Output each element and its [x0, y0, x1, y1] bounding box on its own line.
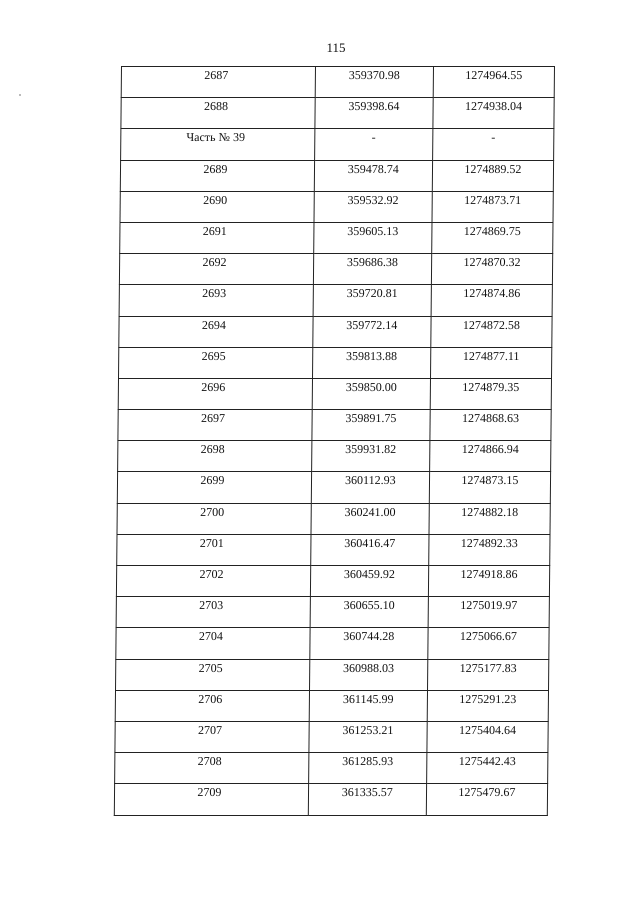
y-coordinate-cell: [429, 534, 550, 565]
x-coordinate-text: 361335.57: [341, 785, 393, 800]
point-number-text: 2687: [204, 68, 229, 82]
point-number-text: 2701: [199, 535, 224, 550]
table-row: [119, 285, 552, 316]
x-coordinate-text: 360241.00: [344, 504, 396, 519]
coordinates-table-body: [114, 67, 554, 816]
point-number-cell: [117, 534, 311, 565]
x-coordinate-cell: [311, 503, 429, 534]
table-row: [117, 472, 550, 503]
table-row: [117, 503, 550, 534]
x-coordinate-cell: [313, 254, 431, 285]
y-coordinate-cell: [430, 347, 551, 378]
point-number-cell: [116, 628, 310, 659]
y-coordinate-cell: [427, 721, 548, 752]
table-row: [115, 721, 548, 752]
table-row: [121, 67, 554, 98]
y-coordinate-text: 1274868.63: [461, 411, 520, 426]
y-coordinate-cell: [428, 566, 549, 597]
y-coordinate-cell: [432, 160, 553, 191]
x-coordinate-text: -: [371, 130, 376, 145]
y-coordinate-text: 1275019.97: [460, 598, 518, 613]
table-row: [116, 597, 549, 628]
y-coordinate-text: 1274882.18: [461, 504, 519, 519]
x-coordinate-cell: [313, 316, 431, 347]
x-coordinate-text: 359398.64: [348, 99, 400, 114]
table-row: [115, 690, 548, 721]
y-coordinate-text: 1274866.94: [461, 442, 519, 457]
y-coordinate-text: 1274874.86: [463, 286, 521, 301]
y-coordinate-text: 1274872.58: [462, 317, 521, 332]
y-coordinate-text: 1275066.67: [459, 629, 518, 644]
point-number-text: 2706: [198, 691, 223, 706]
point-number-text: 2697: [200, 411, 226, 426]
y-coordinate-text: 1274869.75: [463, 223, 521, 238]
y-coordinate-cell: [429, 441, 550, 472]
x-coordinate-text: 359370.98: [348, 68, 400, 82]
y-coordinate-text: 1275404.64: [458, 722, 517, 737]
y-coordinate-cell: [432, 222, 553, 253]
y-coordinate-text: 1274877.11: [462, 348, 520, 363]
x-coordinate-text: 360459.92: [343, 567, 396, 581]
y-coordinate-cell: [432, 129, 553, 160]
point-number-cell: [121, 98, 315, 129]
page-number: 115: [326, 40, 346, 55]
table-row: [119, 316, 552, 347]
point-number-text: 2694: [201, 317, 226, 332]
table-row: [116, 659, 549, 690]
x-coordinate-text: 359813.88: [345, 348, 398, 363]
table-row: [120, 191, 553, 222]
y-coordinate-cell: [431, 316, 552, 347]
x-coordinate-cell: [312, 410, 430, 441]
x-coordinate-cell: [314, 191, 432, 222]
y-coordinate-cell: [429, 503, 550, 534]
y-coordinate-text: 1274873.71: [464, 192, 522, 207]
y-coordinate-text: 1275479.67: [458, 785, 516, 800]
x-coordinate-cell: [308, 753, 426, 784]
x-coordinate-cell: [315, 67, 433, 98]
point-number-cell: [119, 285, 313, 316]
y-coordinate-text: 1275442.43: [458, 754, 516, 769]
x-coordinate-text: 360655.10: [343, 598, 395, 613]
x-coordinate-cell: [311, 472, 429, 503]
point-number-cell: [121, 129, 315, 160]
point-number-cell: [119, 254, 313, 285]
point-number-text: 2698: [200, 442, 225, 457]
y-coordinate-text: 1274938.04: [464, 99, 523, 114]
point-number-cell: [115, 690, 309, 721]
x-coordinate-cell: [310, 628, 428, 659]
x-coordinate-text: 359478.74: [347, 161, 399, 176]
x-coordinate-cell: [313, 285, 431, 316]
table-row: [116, 628, 549, 659]
y-coordinate-cell: [432, 191, 553, 222]
y-coordinate-cell: [431, 285, 552, 316]
point-number-cell: [117, 503, 311, 534]
x-coordinate-cell: [309, 690, 427, 721]
y-coordinate-cell: [430, 410, 551, 441]
point-number-text: 2699: [200, 473, 225, 488]
y-coordinate-text: 1274892.33: [460, 535, 518, 550]
point-number-text: 2702: [199, 567, 224, 581]
table-row: [120, 222, 553, 253]
y-coordinate-text: -: [491, 130, 496, 145]
x-coordinate-text: 359931.82: [345, 442, 397, 457]
x-coordinate-cell: [309, 659, 427, 690]
point-number-text: 2700: [200, 504, 225, 519]
y-coordinate-cell: [427, 659, 548, 690]
point-number-cell: [118, 441, 312, 472]
point-number-cell: [117, 472, 311, 503]
table-row: [117, 534, 550, 565]
x-coordinate-cell: [308, 784, 426, 815]
point-number-text: 2693: [202, 286, 227, 301]
x-coordinate-text: 360112.93: [344, 473, 396, 488]
y-coordinate-text: 1274918.86: [460, 567, 518, 581]
point-number-text: Часть № 39: [186, 130, 246, 145]
y-coordinate-cell: [431, 254, 552, 285]
point-number-text: 2691: [202, 223, 227, 238]
y-coordinate-text: 1275291.23: [459, 691, 517, 706]
table-row: [120, 160, 553, 191]
y-coordinate-cell: [433, 67, 554, 98]
table-row: [119, 254, 552, 285]
point-number-cell: [115, 753, 309, 784]
x-coordinate-text: 359532.92: [347, 192, 399, 207]
x-coordinate-cell: [310, 597, 428, 628]
point-number-text: 2709: [197, 785, 222, 800]
table-row: [118, 410, 551, 441]
point-number-text: 2688: [203, 99, 229, 114]
point-number-text: 2696: [201, 379, 226, 394]
y-coordinate-cell: [430, 378, 551, 409]
x-coordinate-text: 361285.93: [342, 754, 394, 769]
y-coordinate-cell: [428, 597, 549, 628]
point-number-text: 2690: [203, 192, 228, 207]
x-coordinate-text: 360744.28: [343, 629, 395, 644]
x-coordinate-cell: [310, 534, 428, 565]
table-row: [119, 347, 552, 378]
point-number-text: 2708: [197, 754, 222, 769]
point-number-cell: [116, 566, 310, 597]
point-number-text: 2695: [201, 348, 226, 363]
point-number-cell: [120, 191, 314, 222]
table-row: [115, 753, 548, 784]
point-number-cell: [119, 347, 313, 378]
point-number-cell: [115, 721, 309, 752]
table-row: [116, 566, 549, 597]
scan-speck: [19, 94, 21, 96]
point-number-text: 2689: [203, 161, 228, 176]
point-number-text: 2707: [197, 722, 223, 737]
x-coordinate-cell: [310, 566, 428, 597]
x-coordinate-text: 359686.38: [346, 255, 398, 270]
point-number-cell: [119, 316, 313, 347]
point-number-cell: [118, 378, 312, 409]
x-coordinate-text: 360988.03: [342, 660, 395, 675]
y-coordinate-text: 1275177.83: [459, 660, 517, 675]
point-number-text: 2703: [199, 598, 224, 613]
table-row: [118, 378, 551, 409]
y-coordinate-cell: [426, 753, 547, 784]
x-coordinate-cell: [314, 129, 432, 160]
point-number-cell: [121, 67, 315, 98]
table-row: [118, 441, 551, 472]
point-number-text: 2692: [202, 255, 227, 270]
point-number-cell: [120, 160, 314, 191]
y-coordinate-cell: [427, 690, 548, 721]
x-coordinate-text: 359850.00: [345, 379, 397, 394]
y-coordinate-cell: [433, 98, 554, 129]
x-coordinate-text: 361145.99: [342, 691, 394, 706]
x-coordinate-cell: [314, 160, 432, 191]
y-coordinate-text: 1274879.35: [462, 379, 520, 394]
x-coordinate-cell: [313, 222, 431, 253]
x-coordinate-text: 359605.13: [347, 223, 399, 238]
point-number-cell: [120, 222, 314, 253]
y-coordinate-cell: [428, 628, 549, 659]
table-row: [114, 784, 547, 815]
y-coordinate-text: 1274964.55: [465, 68, 523, 82]
y-coordinate-text: 1274889.52: [464, 161, 522, 176]
x-coordinate-cell: [312, 378, 430, 409]
coordinates-table: [114, 66, 555, 816]
y-coordinate-cell: [429, 472, 550, 503]
table-row: [121, 129, 554, 160]
x-coordinate-cell: [309, 721, 427, 752]
point-number-cell: [116, 659, 310, 690]
point-number-cell: [116, 597, 310, 628]
x-coordinate-text: 359891.75: [345, 411, 397, 426]
x-coordinate-text: 359772.14: [346, 317, 398, 332]
x-coordinate-text: 361253.21: [342, 722, 394, 737]
y-coordinate-text: 1274870.32: [463, 255, 521, 270]
x-coordinate-cell: [315, 98, 433, 129]
x-coordinate-text: 359720.81: [346, 286, 398, 301]
table-row: [121, 98, 554, 129]
point-number-cell: [114, 784, 308, 815]
point-number-text: 2704: [198, 629, 223, 644]
point-number-cell: [118, 410, 312, 441]
y-coordinate-cell: [426, 784, 547, 815]
y-coordinate-text: 1274873.15: [461, 473, 519, 488]
x-coordinate-text: 360416.47: [344, 535, 396, 550]
x-coordinate-cell: [311, 441, 429, 472]
x-coordinate-cell: [312, 347, 430, 378]
point-number-text: 2705: [198, 660, 223, 675]
